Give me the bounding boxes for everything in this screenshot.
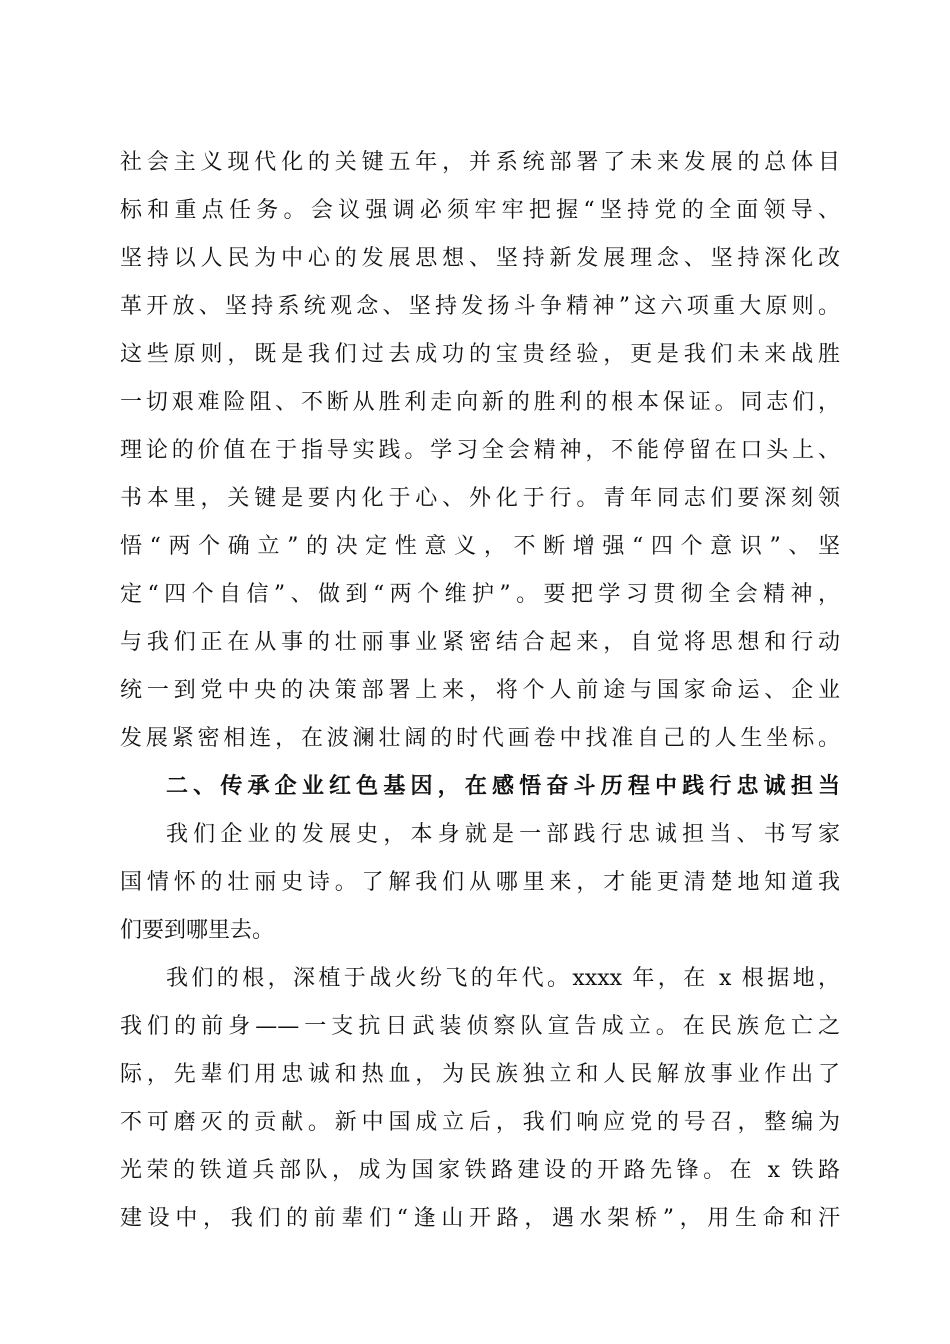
text-line: 革开放、坚持系统观念、坚持发扬斗争精神”这六项重大原则。: [120, 294, 840, 319]
section-heading: 二、传承企业红色基因，在感悟奋斗历程中践行忠诚担当: [166, 774, 840, 799]
text-line: 书本里，关键是要内化于心、外化于行。青年同志们要深刻领: [120, 486, 840, 511]
text-line: 理论的价值在于指导实践。学习全会精神，不能停留在口头上、: [120, 438, 840, 463]
text-line: 一切艰难险阻、不断从胜利走向新的胜利的根本保证。同志们，: [120, 390, 840, 415]
text-line: 不可磨灭的贡献。新中国成立后，我们响应党的号召，整编为: [120, 1110, 840, 1135]
text-line: 发展紧密相连，在波澜壮阔的时代画卷中找准自己的人生坐标。: [120, 726, 840, 751]
text-line: 我们的根，深植于战火纷飞的年代。xxxx 年，在 x 根据地，: [166, 966, 840, 991]
text-line: 悟“两个确立”的决定性意义，不断增强“四个意识”、坚: [120, 534, 840, 559]
text-line: 与我们正在从事的壮丽事业紧密结合起来，自觉将思想和行动: [120, 630, 840, 655]
text-line: 定“四个自信”、做到“两个维护”。要把学习贯彻全会精神，: [120, 582, 840, 607]
text-line: 们要到哪里去。: [120, 918, 275, 943]
text-line: 建设中，我们的前辈们“逢山开路，遇水架桥”，用生命和汗: [120, 1206, 840, 1231]
text-line: 统一到党中央的决策部署上来，将个人前途与国家命运、企业: [120, 678, 840, 703]
text-line: 我们企业的发展史，本身就是一部践行忠诚担当、书写家: [166, 822, 840, 847]
text-line: 坚持以人民为中心的发展思想、坚持新发展理念、坚持深化改: [120, 246, 840, 271]
text-line: 光荣的铁道兵部队，成为国家铁路建设的开路先锋。在 x 铁路: [120, 1158, 840, 1183]
text-line: 国情怀的壮丽史诗。了解我们从哪里来，才能更清楚地知道我: [120, 870, 840, 895]
text-line: 这些原则，既是我们过去成功的宝贵经验，更是我们未来战胜: [120, 342, 840, 367]
text-line: 社会主义现代化的关键五年，并系统部署了未来发展的总体目: [120, 150, 840, 175]
text-line: 我们的前身——一支抗日武装侦察队宣告成立。在民族危亡之: [120, 1014, 840, 1039]
text-line: 标和重点任务。会议强调必须牢牢把握“坚持党的全面领导、: [120, 198, 840, 223]
text-line: 际，先辈们用忠诚和热血，为民族独立和人民解放事业作出了: [120, 1062, 840, 1087]
